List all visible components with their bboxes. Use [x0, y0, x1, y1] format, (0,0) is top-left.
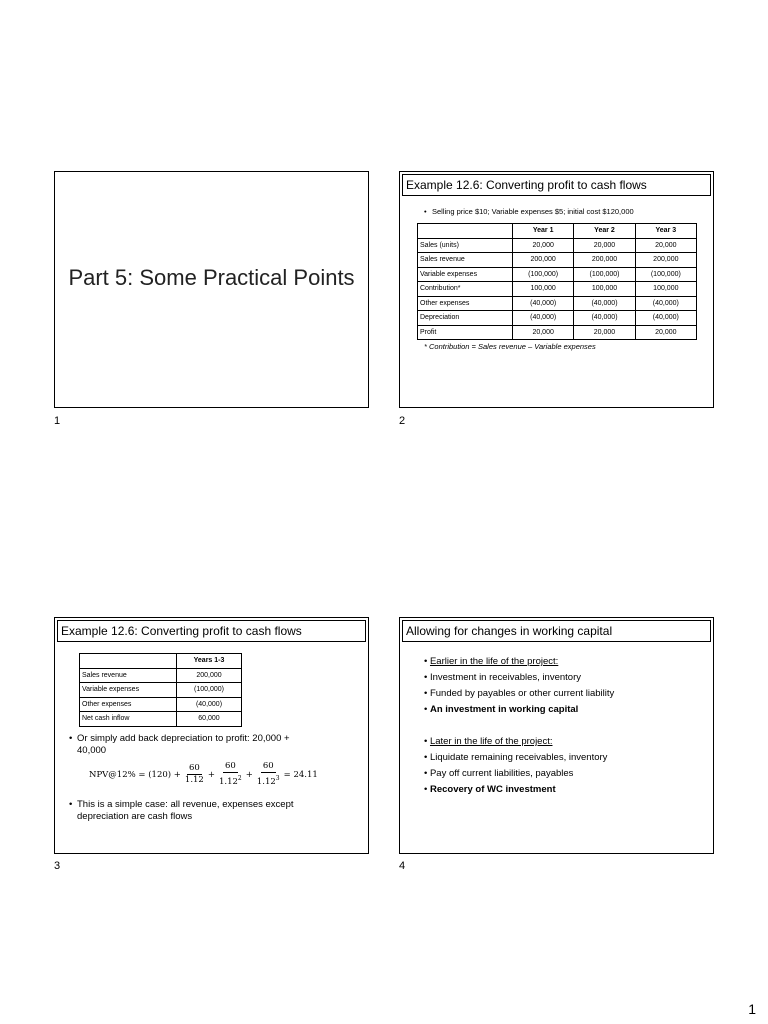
- page-number: 1: [748, 1001, 756, 1017]
- exponent: 2: [237, 775, 242, 782]
- table-row: [418, 267, 697, 282]
- row-label: Sales revenue: [80, 668, 177, 683]
- exponent: 3: [275, 775, 280, 782]
- numerator: 60: [224, 761, 236, 771]
- list-item: • An investment in working capital: [424, 704, 579, 715]
- bullet-label: 40,000: [77, 745, 107, 756]
- bullet-label: Selling price $10; Variable expenses $5; initial cost $120,000: [432, 207, 634, 216]
- cell-value: 100,000: [574, 282, 635, 297]
- table-header-row: [418, 224, 697, 239]
- cash-flow-table: [79, 653, 242, 727]
- cell-value: (100,000): [635, 267, 696, 282]
- slide-number: 2: [399, 415, 406, 427]
- bullet-text: • Or simply add back depreciation to profit: 20,000 + 40,000: [69, 733, 290, 756]
- denominator-base: 1.12: [256, 777, 276, 787]
- cell-value: (40,000): [635, 311, 696, 326]
- fraction: [217, 761, 244, 788]
- table-header: Years 1-3: [177, 654, 242, 669]
- table-row: [80, 712, 242, 727]
- list-item-label: Pay off current liabilities, payables: [429, 768, 574, 779]
- cell-value: 200,000: [635, 253, 696, 268]
- slide-title: Part 5: Some Practical Points: [68, 265, 355, 290]
- fraction: [183, 763, 206, 786]
- cell-value: (100,000): [177, 683, 242, 698]
- cell-value: 60,000: [177, 712, 242, 727]
- footnote: * Contribution = Sales revenue – Variable expenses: [424, 342, 596, 351]
- list-item: • Funded by payables or other current liability: [424, 688, 615, 699]
- cell-value: 20,000: [574, 325, 635, 340]
- cell-value: (40,000): [177, 697, 242, 712]
- row-label: Depreciation: [418, 311, 513, 326]
- table-row: [418, 238, 697, 253]
- slide-1: [54, 171, 369, 408]
- bullet-text: • Selling price $10; Variable expenses $5; initial cost $120,000: [424, 207, 634, 216]
- table-header: [418, 224, 513, 239]
- npv-equation: [89, 761, 318, 788]
- denominator-base: 1.12: [218, 777, 238, 787]
- list-item: • Liquidate remaining receivables, inventory: [424, 752, 608, 763]
- list-item-label: Funded by payables or other current liability: [429, 688, 615, 699]
- cell-value: (100,000): [513, 267, 574, 282]
- list-item-label: Recovery of WC investment: [429, 784, 556, 795]
- slide-number: 1: [54, 415, 61, 427]
- slide-title: Example 12.6: Converting profit to cash flows: [402, 174, 711, 196]
- cell-value: 20,000: [635, 238, 696, 253]
- numerator: 60: [262, 761, 274, 771]
- table-row: [418, 311, 697, 326]
- list-item: • Later in the life of the project:: [424, 736, 553, 747]
- slide-2: [399, 171, 714, 408]
- cell-value: 20,000: [635, 325, 696, 340]
- list-item-label: Later in the life of the project:: [429, 736, 553, 747]
- bullet-label: Or simply add back depreciation to profit: 20,000 +: [77, 733, 290, 744]
- numerator: 60: [188, 763, 200, 773]
- cell-value: 100,000: [513, 282, 574, 297]
- table-header: [80, 654, 177, 669]
- table-header: Year 2: [574, 224, 635, 239]
- table-row: [418, 253, 697, 268]
- row-label: Sales revenue: [418, 253, 513, 268]
- table-row: [80, 668, 242, 683]
- list-item: • Recovery of WC investment: [424, 784, 556, 795]
- bullet-label: depreciation are cash flows: [77, 811, 193, 822]
- cell-value: 20,000: [513, 325, 574, 340]
- row-label: Net cash inflow: [80, 712, 177, 727]
- fraction: [255, 761, 282, 788]
- row-label: Variable expenses: [418, 267, 513, 282]
- list-item: • Earlier in the life of the project:: [424, 656, 559, 667]
- bullet-label: This is a simple case: all revenue, expenses except: [77, 799, 294, 810]
- slide-3: [54, 617, 369, 854]
- list-item-label: Liquidate remaining receivables, inventory: [429, 752, 608, 763]
- cell-value: (40,000): [513, 311, 574, 326]
- equation-lhs: NPV@12% = (120) +: [89, 769, 181, 780]
- cell-value: 200,000: [513, 253, 574, 268]
- table-row: [80, 697, 242, 712]
- cell-value: 200,000: [574, 253, 635, 268]
- table-row: [418, 296, 697, 311]
- cell-value: 100,000: [635, 282, 696, 297]
- table-row: [418, 282, 697, 297]
- row-label: Other expenses: [418, 296, 513, 311]
- slide-4: [399, 617, 714, 854]
- plus-sign: +: [207, 769, 215, 780]
- table-header-row: [80, 654, 242, 669]
- denominator: [217, 773, 244, 788]
- row-label: Contribution*: [418, 282, 513, 297]
- list-item: • Investment in receivables, inventory: [424, 672, 581, 683]
- list-item-label: Earlier in the life of the project:: [429, 656, 559, 667]
- cell-value: 20,000: [513, 238, 574, 253]
- table-row: [80, 683, 242, 698]
- row-label: Sales (units): [418, 238, 513, 253]
- table-header: Year 1: [513, 224, 574, 239]
- denominator: 1.12: [184, 775, 204, 785]
- row-label: Variable expenses: [80, 683, 177, 698]
- list-item-label: Investment in receivables, inventory: [429, 672, 581, 683]
- denominator: [255, 773, 282, 788]
- cell-value: (100,000): [574, 267, 635, 282]
- bullet-text: • This is a simple case: all revenue, expenses except depreciation are cash flows: [69, 799, 294, 822]
- list-item: • Pay off current liabilities, payables: [424, 768, 574, 779]
- cell-value: 20,000: [574, 238, 635, 253]
- slide-number: 3: [54, 860, 61, 872]
- cell-value: (40,000): [635, 296, 696, 311]
- table-row: [418, 325, 697, 340]
- row-label: Profit: [418, 325, 513, 340]
- slide-number: 4: [399, 860, 406, 872]
- plus-sign: +: [245, 769, 253, 780]
- cell-value: 200,000: [177, 668, 242, 683]
- row-label: Other expenses: [80, 697, 177, 712]
- cell-value: (40,000): [513, 296, 574, 311]
- profit-table: [417, 223, 697, 340]
- cell-value: (40,000): [574, 296, 635, 311]
- equation-result: = 24.11: [283, 769, 318, 780]
- slide-title: Example 12.6: Converting profit to cash flows: [57, 620, 366, 642]
- slide-title: Allowing for changes in working capital: [402, 620, 711, 642]
- cell-value: (40,000): [574, 311, 635, 326]
- list-item-label: An investment in working capital: [429, 704, 579, 715]
- table-header: Year 3: [635, 224, 696, 239]
